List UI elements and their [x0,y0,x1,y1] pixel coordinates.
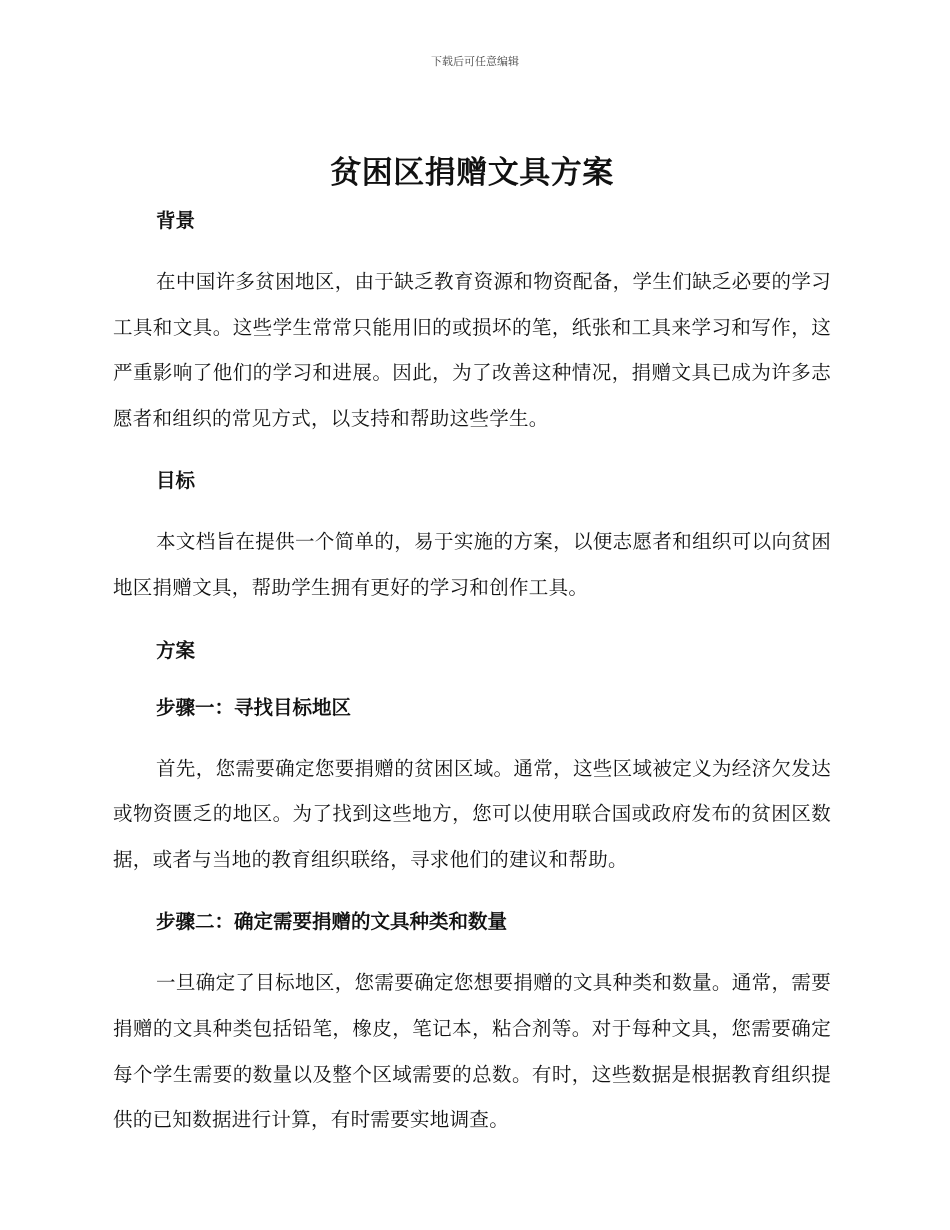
document-body [113,150,831,1143]
paragraph-background: 在中国许多贫困地区，由于缺乏教育资源和物资配备，学生们缺乏必要的学习工具和文具。这些学生常常只能用旧的或损坏的笔，纸张和工具来学习和写作，这严重影响了他们的学习和进展。因此，为了改善这种情况，捐赠文具已成为许多志愿者和组织的常见方式，以支持和帮助这些学生。 [113,270,831,430]
page-header-note: 下载后可任意编辑 [431,55,519,68]
section-heading-step1: 步骤一：寻找目标地区 [156,695,352,719]
document-title: 贫困区捐赠文具方案 [330,155,614,191]
paragraph-step1: 首先，您需要确定您要捐赠的贫困区域。通常，这些区域被定义为经济欠发达或物资匮乏的地区。为了找到这些地方，您可以使用联合国或政府发布的贫困区数据，或者与当地的教育组织联络，寻求他们的建议和帮助。 [113,756,831,871]
paragraph-step2: 一旦确定了目标地区，您需要确定您想要捐赠的文具种类和数量。通常，需要捐赠的文具种类包括铅笔，橡皮，笔记本，粘合剂等。对于每种文具，您需要确定每个学生需要的数量以及整个区域需要的总数。有时，这些数据是根据教育组织提供的已知数据进行计算，有时需要实地调查。 [113,971,831,1132]
paragraph-goal: 本文档旨在提供一个简单的，易于实施的方案，以便志愿者和组织可以向贫困地区捐赠文具，帮助学生拥有更好的学习和创作工具。 [113,530,831,599]
section-heading-plan: 方案 [156,638,196,662]
section-heading-step2: 步骤二：确定需要捐赠的文具种类和数量 [156,910,508,934]
section-heading-background: 背景 [156,209,196,232]
section-heading-goal: 目标 [156,469,196,493]
